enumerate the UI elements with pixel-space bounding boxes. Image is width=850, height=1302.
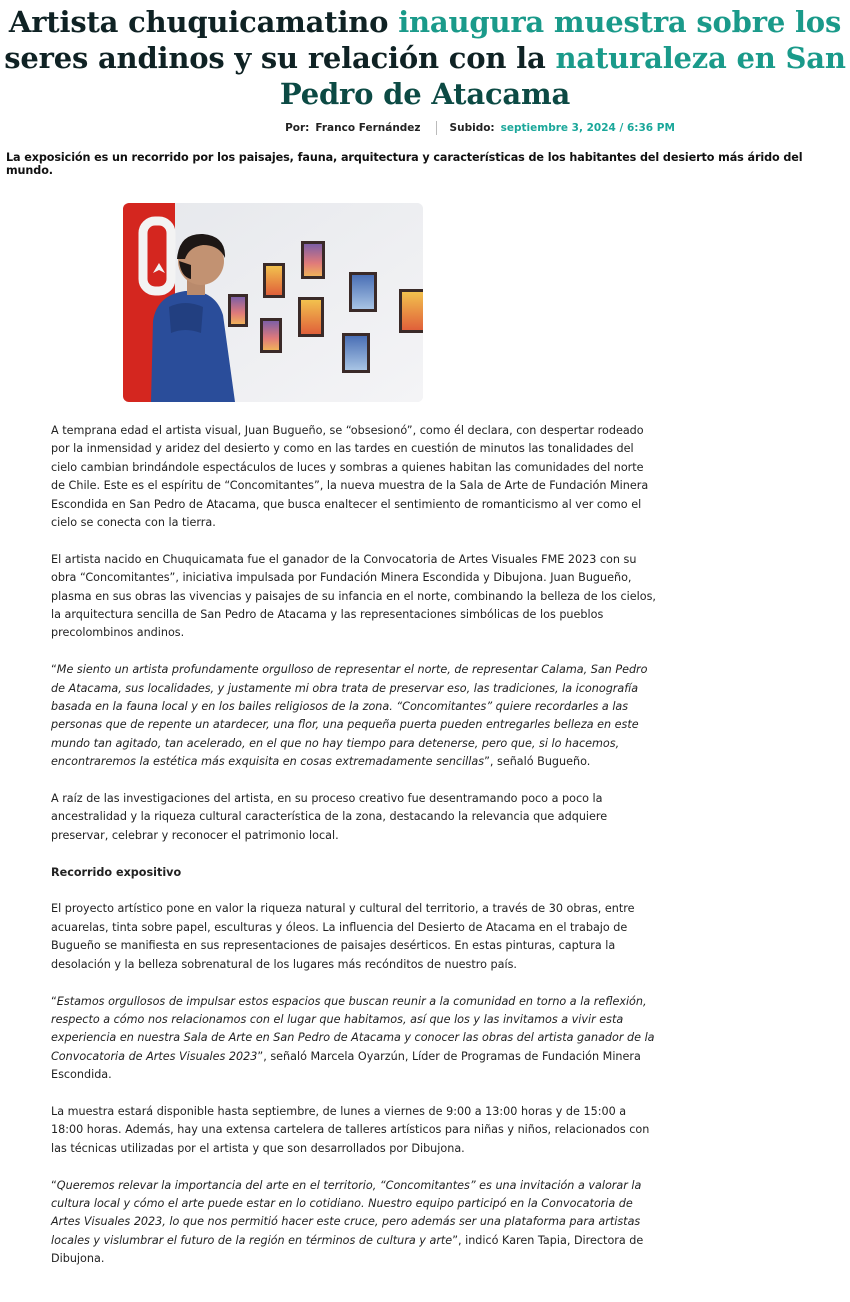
quote-text: Me siento un artista profundamente orgulloso de representar el norte, de representar Calama, San Pedro de Atacama, sus localidades, y justamente mi obra trata de preservar eso, las tradiciones, la iconografía basada en la fauna local y en los bailes religiosos de la zona. “Concomitantes” quiere recordarles a las personas que de repente un atardecer, una flor, una pequeña puerta pueden entregarles belleza en este mundo tan agitado, tan acelerado, en el que no hay tiempo para detenerse, pero que, si lo hacemos, encontraremos la estética más exquisita en cosas extremadamente sencillas [51, 663, 648, 769]
paragraph: El proyecto artístico pone en valor la riqueza natural y cultural del territorio, a través de 30 obras, entre acuarelas, tinta sobre papel, esculturas y óleos. La influencia del Desierto de Atacama en el trabajo de Bugueño se manifiesta en sus representaciones de paisajes desérticos. En estas pinturas, captura la desolación y la belleza sobrenatural de los lugares más recónditos de nuestro país. [51, 902, 635, 971]
meta-divider [436, 121, 437, 135]
quote-attribution: ”, señaló Marcela Oyarzún, Líder de Programas de Fundación Minera Escondida. [51, 1049, 641, 1082]
quote-text: Estamos orgullosos de impulsar estos espacios que buscan reunir a la comunidad en torno a la reflexión, respecto a cómo nos relacionamos con el lugar que habitamos, así que los y las invitamos a vivir esta experiencia en nuestra Sala de Arte en San Pedro de Atacama y conocer las obras del artista ganador de la Convocatoria de Artes Visuales 2023 [51, 994, 655, 1063]
article-body [51, 422, 661, 1287]
headline-part: Artista chuquicamatino [8, 5, 399, 39]
headline-part: muestra sobre los [553, 5, 842, 39]
author-label: Por: [285, 122, 310, 134]
date-label: Subido: [449, 122, 495, 134]
quote-open: “ [51, 663, 57, 677]
quote-paragraph [51, 993, 661, 1085]
quote-paragraph [51, 661, 661, 771]
quote-paragraph [51, 1177, 661, 1269]
headline-part: Pedro de Atacama [279, 77, 571, 111]
paragraph: La muestra estará disponible hasta septiembre, de lunes a viernes de 9:00 a 13:00 horas y de 15:00 a 18:00 horas. Además, hay una extensa cartelera de talleres artísticos para niñas y niños, relacionados con las técnicas utilizadas por el artista y que son desarrollados por Dibujona. [51, 1104, 650, 1155]
article-headline [0, 4, 850, 112]
paragraph: El artista nacido en Chuquicamata fue el ganador de la Convocatoria de Artes Visuales FME 2023 con su obra “Concomitantes”, iniciativa impulsada por Fundación Minera Escondida y Dibujona. Juan Bugueño, plasma en sus obras las vivencias y paisajes de su infancia en el norte, combinando la belleza de los cielos, la arquitectura sencilla de San Pedro de Atacama y las representaciones simbólicas de los pueblos precolombinos andinos. [51, 552, 656, 640]
publish-date: septiembre 3, 2024 / 6:36 PM [500, 122, 675, 134]
exhibition-photo [123, 203, 423, 402]
quote-attribution: ”, señaló Bugueño. [484, 755, 591, 769]
article-meta [0, 121, 850, 135]
headline-part: naturaleza en San [555, 41, 846, 75]
article-photo [123, 203, 423, 402]
quote-open: “ [51, 1178, 57, 1192]
paragraph: A raíz de las investigaciones del artista, en su proceso creativo fue desentramando poco a poco la ancestralidad y la riqueza cultural característica de la zona, destacando la relevancia que adquiere preservar, celebrar y reconocer el patrimonio local. [51, 792, 608, 842]
quote-text: Queremos relevar la importancia del arte en el territorio, “Concomitantes” es una invitación a valorar la cultura local y cómo el arte puede estar en lo cotidiano. Nuestro equipo participó en la Convocatoria de Artes Visuales 2023, lo que nos permitió hacer este cruce, pero además ser una plataforma para artistas locales y vislumbrar el futuro de la región en términos de cultura y arte [51, 1178, 642, 1247]
author-link[interactable]: Franco Fernández [315, 122, 421, 134]
article-lead: La exposición es un recorrido por los paisajes, fauna, arquitectura y características de los habitantes del desierto más árido del mundo. [6, 151, 803, 177]
paragraph: A temprana edad el artista visual, Juan Bugueño, se “obsesionó”, como él declara, con despertar rodeado por la inmensidad y aridez del desierto y como en las tardes en cuestión de minutos las tonalidades del cielo cambian brindándole espectáculos de luces y sombras a quienes habitan las comunidades del norte de Chile. Este es el espíritu de “Concomitantes”, la nueva muestra de la Sala de Arte de Fundación Minera Escondida en San Pedro de Atacama, que busca enaltecer el sentimiento de romanticismo al ver como el cielo se conecta con la tierra. [51, 424, 649, 530]
quote-attribution: ”, indicó Karen Tapia, Directora de Dibujona. [51, 1233, 644, 1266]
headline-part: inaugura [398, 5, 554, 39]
headline-part: seres andinos y su relación con la [4, 41, 556, 75]
quote-open: “ [51, 994, 57, 1008]
section-subhead: Recorrido expositivo [51, 865, 182, 879]
